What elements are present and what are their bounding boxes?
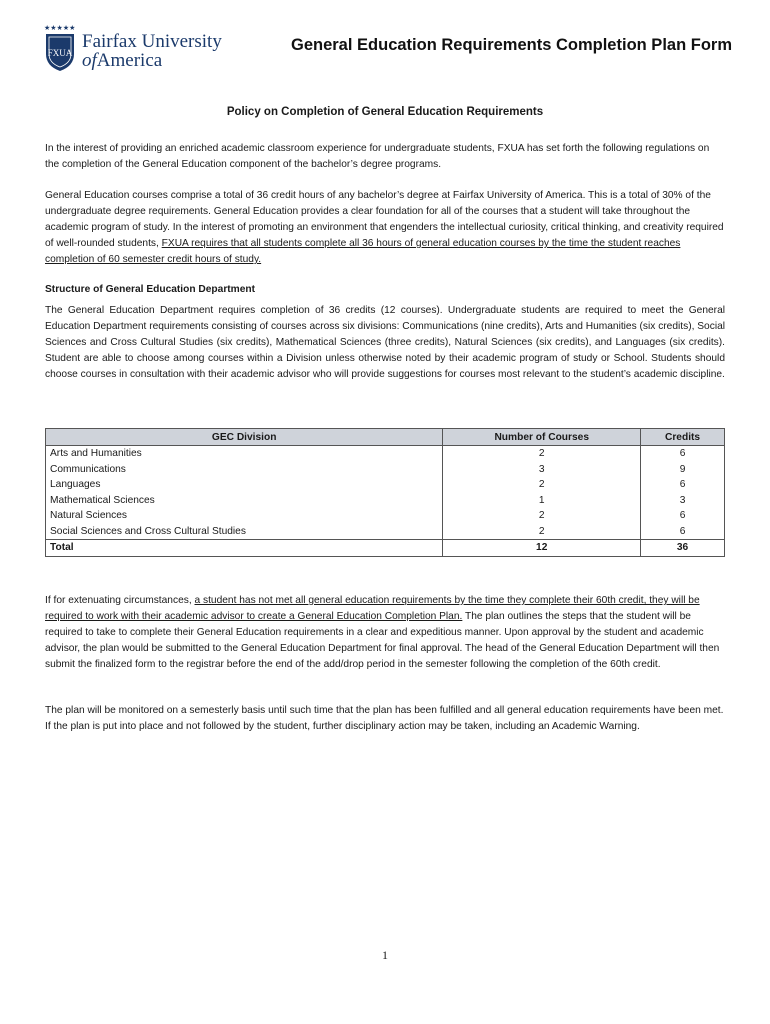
policy-title: Policy on Completion of General Education Requirements [226, 106, 544, 118]
logo-america: America [96, 50, 163, 71]
extenuating-rest: The plan outlines the steps that the student will be required to take to complete their General Education requirements in a clear and expeditious manner. Upon approval by the student and academic advisor, the plan would be submitted to the General Education Department for final approval. The head of the General Education Department will then submit the finalized form to the registrar before the end of the add/drop period in the semester following the completion of the 60th credit. [45, 611, 720, 670]
course-count: 2 [443, 477, 641, 493]
table-row [46, 524, 725, 540]
header-gec-division: GEC Division [46, 429, 443, 446]
credit-hours-text: General Education courses comprise a total of 36 credit hours of any bachelor’s degree at Fairfax University of America. This is a total of 30% of the undergraduate degree requirements. General Education provides a clear foundation for all of the courses that a student will take throughout the academic program of study. In the interest of promoting an environment that engenders the intellectual curiosity, critical thinking, and creativity required of well-rounded students, [45, 190, 724, 249]
division-name: Arts and Humanities [46, 446, 443, 462]
intro-paragraph: In the interest of providing an enriched academic classroom experience for undergraduate students, FXUA has set forth the following regulations on the completion of the General Education component of the bachelor’s degree programs. [45, 143, 710, 170]
table-total-row [46, 540, 725, 557]
table-row [46, 446, 725, 462]
logo-of: of [82, 50, 97, 71]
structure-heading: Structure of General Education Department [45, 284, 256, 295]
logo-name-line1: Fairfax University [82, 31, 222, 52]
credit-count: 6 [641, 524, 725, 540]
monitoring-paragraph: The plan will be monitored on a semesterly basis until such time that the plan has been fulfilled and all general education requirements have been met. If the plan is put into place and not followed by the student, further disciplinary action may be taken, including an Academic Warning. [45, 705, 724, 732]
total-credits: 36 [641, 540, 725, 557]
stars-icon: ★★★★★ [44, 25, 76, 32]
extenuating-paragraph [45, 593, 725, 673]
logo-abbrev: FXUA [47, 48, 73, 58]
total-label: Total [46, 540, 443, 557]
form-title: General Education Requirements Completion Plan Form [291, 36, 732, 54]
course-count: 2 [443, 446, 641, 462]
gec-division-table [45, 428, 725, 557]
credit-count: 6 [641, 508, 725, 524]
credit-count: 6 [641, 446, 725, 462]
university-logo [42, 26, 242, 76]
credit-count: 9 [641, 462, 725, 478]
credit-count: 3 [641, 493, 725, 509]
table-header-row [46, 429, 725, 446]
course-count: 1 [443, 493, 641, 509]
shield-icon [44, 30, 76, 72]
division-name: Natural Sciences [46, 508, 443, 524]
document-header [42, 26, 732, 76]
extenuating-requirement-text: a student has not met all general education requirements by the time they complete their 60th credit, they will be required to work with their academic advisor to create a General Education Completion Plan. [45, 595, 700, 622]
table-row [46, 462, 725, 478]
header-number-of-courses: Number of Courses [443, 429, 641, 446]
course-count: 2 [443, 524, 641, 540]
extenuating-lead: If for extenuating circumstances, [45, 595, 195, 606]
division-name: Languages [46, 477, 443, 493]
logo-name-line2 [82, 50, 162, 72]
credit-count: 6 [641, 477, 725, 493]
course-count: 2 [443, 508, 641, 524]
course-count: 3 [443, 462, 641, 478]
table-row [46, 477, 725, 493]
division-name: Mathematical Sciences [46, 493, 443, 509]
total-courses: 12 [443, 540, 641, 557]
structure-paragraph: The General Education Department requires completion of 36 credits (12 courses). Undergraduate students are required to meet the General Education Department requirements consisting of courses across six divisions: Communications (nine credits), Arts and Humanities (six credits), Social Sciences and Cross Cultural Studies (six credits), Mathematical Sciences (three credits), Natural Sciences (six credits), and Languages (six credits). Student are able to choose among courses within a Division unless otherwise noted by their academic program of study or School. Students should choose courses in consultation with their academic advisor who will provide suggestions for courses most relevant to the student’s academic discipline. [45, 305, 726, 380]
division-name: Social Sciences and Cross Cultural Studies [46, 524, 443, 540]
page-number: 1 [382, 948, 388, 962]
completion-requirement-text: FXUA requires that all students complete all 36 hours of general education courses by the time the student reaches completion of 60 semester credit hours of study. [45, 238, 681, 265]
division-name: Communications [46, 462, 443, 478]
credit-hours-paragraph [45, 188, 725, 268]
table-row [46, 508, 725, 524]
header-credits: Credits [641, 429, 725, 446]
table-row [46, 493, 725, 509]
